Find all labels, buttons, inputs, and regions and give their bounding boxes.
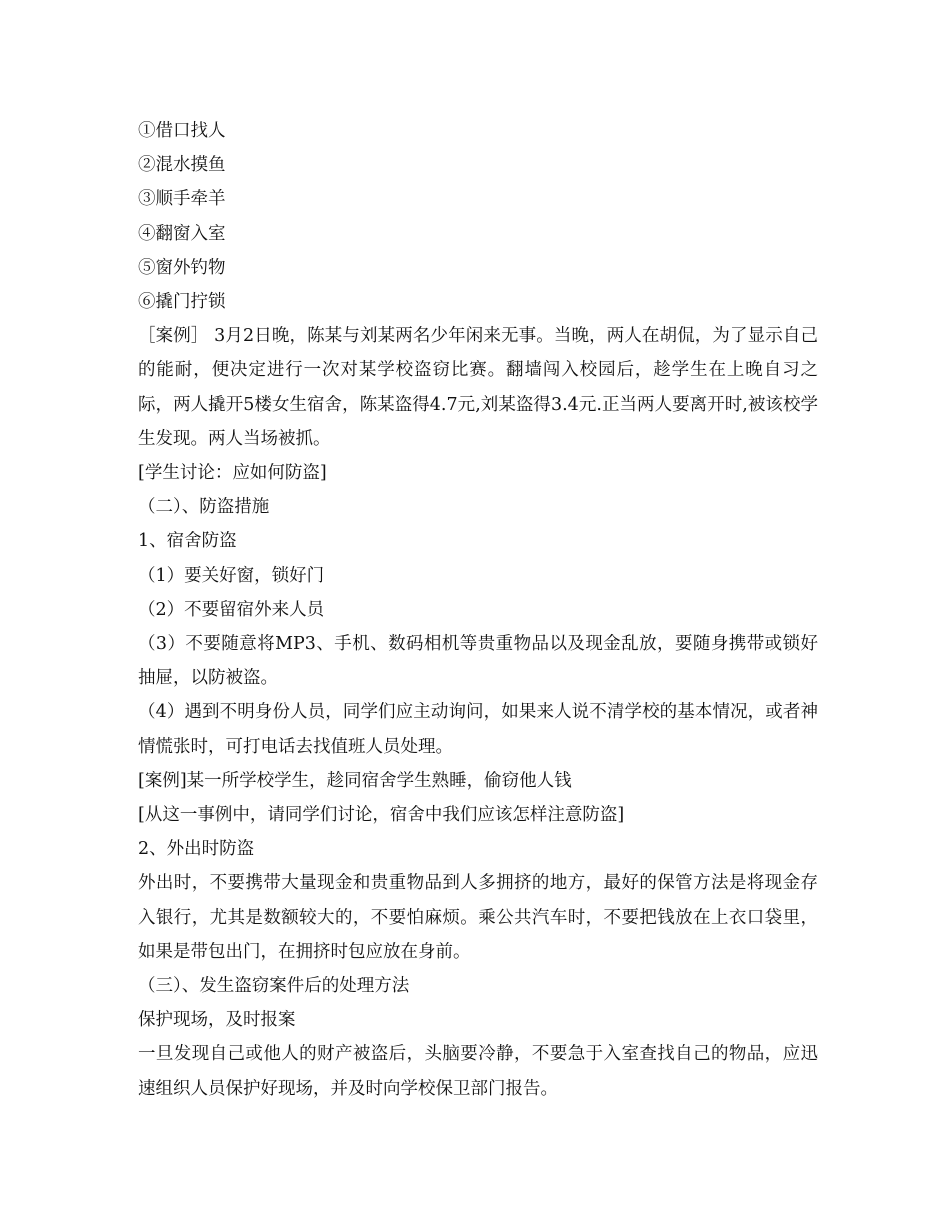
discussion-prompt-2: [从这一事例中，请同学们讨论，宿舍中我们应该怎样注意防盗] bbox=[138, 805, 625, 826]
method-item-1: ①借口找人 bbox=[138, 121, 226, 141]
outing-paragraph: 外出时，不要携带大量现金和贵重物品到人多拥挤的地方，最好的保管方法是将现金存入银行，尤其是数额较大的，不要怕麻烦。乘公共汽车时，不要把钱放在上衣口袋里，如果是带包出门，在拥挤时包应放在身前。 bbox=[138, 873, 818, 962]
section-heading-anti-theft: （二）、防盗措施 bbox=[138, 497, 270, 518]
method-item-6: ⑥撬门拧锁 bbox=[138, 292, 226, 313]
case-paragraph-2: [案例]某一所学校学生，趁同宿舍学生熟睡，偷窃他人钱 bbox=[138, 770, 572, 791]
report-paragraph: 一旦发现自己或他人的财产被盗后，头脑要冷静，不要急于入室查找自己的物品，应迅速组织人员保护好现场，并及时向学校保卫部门报告。 bbox=[138, 1044, 818, 1099]
method-item-2: ②混水摸鱼 bbox=[138, 155, 226, 176]
case-paragraph-1: ［案例］ 3月2日晚，陈某与刘某两名少年闲来无事。当晚，两人在胡侃，为了显示自己的能耐，便决定进行一次对某学校盗窃比赛。翻墙闯入校园后，趁学生在上晚自习之际，两人撬开5楼女生宿舍，陈某盗得4.7元,刘某盗得3.4元.正当两人要离开时,被该校学生发现。两人当场被抓。 bbox=[138, 326, 818, 449]
method-item-3: ③顺手牵羊 bbox=[138, 189, 226, 210]
discussion-prompt-1: [学生讨论：应如何防盗] bbox=[138, 463, 327, 484]
dorm-item-3: （3）不要随意将MP3、手机、数码相机等贵重物品以及现金乱放，要随身携带或锁好抽屉，以防被盗。 bbox=[138, 634, 818, 689]
dorm-item-4: （4）遇到不明身份人员，同学们应主动询问，如果来人说不清学校的基本情况，或者神情慌张时，可打电话去找值班人员处理。 bbox=[138, 702, 818, 757]
dorm-item-2: （2）不要留宿外来人员 bbox=[138, 599, 325, 620]
method-item-5: ⑤窗外钓物 bbox=[138, 257, 226, 278]
subheading-report: 保护现场，及时报案 bbox=[138, 1010, 296, 1031]
subheading-outing: 2、外出时防盗 bbox=[138, 839, 255, 860]
method-item-4: ④翻窗入室 bbox=[138, 223, 226, 244]
dorm-item-1: （1）要关好窗，锁好门 bbox=[138, 565, 325, 586]
subheading-dorm: 1、宿舍防盗 bbox=[138, 531, 237, 552]
section-heading-after-theft: （三）、发生盗窃案件后的处理方法 bbox=[138, 976, 410, 997]
document-body bbox=[138, 114, 818, 1106]
